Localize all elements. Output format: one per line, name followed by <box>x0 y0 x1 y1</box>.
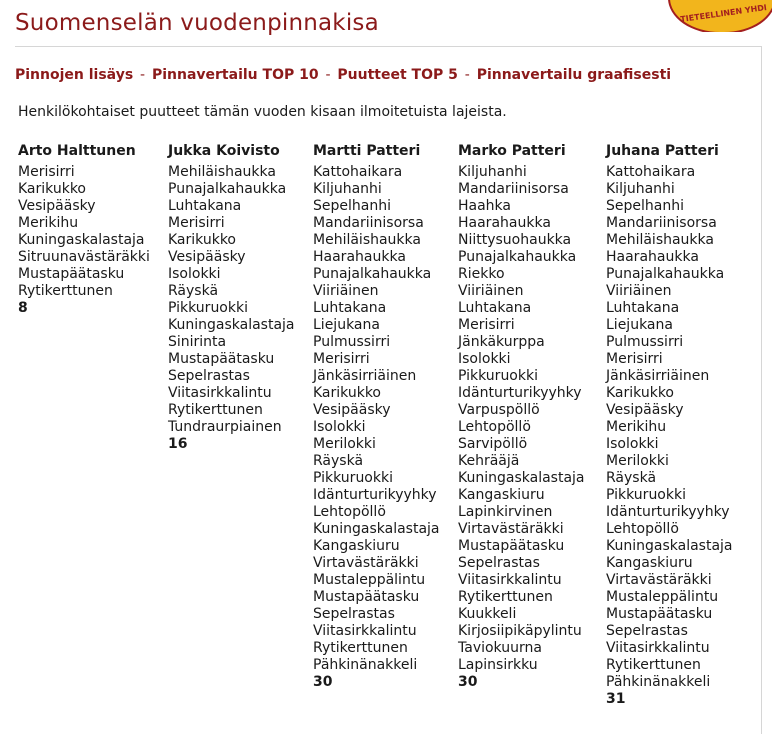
species-item: Luhtakana <box>606 300 680 316</box>
species-item: Mandariinisorsa <box>458 181 569 197</box>
species-item: Vesipääsky <box>313 402 391 418</box>
species-item: Kiljuhanhi <box>606 181 675 197</box>
species-item: Mustapäätasku <box>313 589 420 605</box>
species-item: Kattohaikara <box>313 164 403 180</box>
species-item: Varpuspöllö <box>458 402 540 418</box>
species-item: Mandariinisorsa <box>313 215 424 231</box>
species-item: Isolokki <box>458 351 511 367</box>
species-item: Karikukko <box>313 385 381 401</box>
species-item: Rytikerttunen <box>606 657 701 673</box>
species-item: Idänturturikyyhky <box>606 504 730 520</box>
nav-separator: - <box>140 67 146 83</box>
title-divider <box>15 46 762 47</box>
person-name: Jukka Koivisto <box>168 143 280 159</box>
species-item: Kuningaskalastaja <box>606 538 733 554</box>
species-item: Merisirri <box>168 215 225 231</box>
missing-count: 30 <box>313 674 333 690</box>
species-item: Merikihu <box>18 215 79 231</box>
nav-separator: - <box>464 67 470 83</box>
species-item: Sinirinta <box>168 334 227 350</box>
species-item: Viitasirkkalintu <box>458 572 562 588</box>
species-item: Kiljuhanhi <box>458 164 527 180</box>
species-item: Virtavästäräkki <box>313 555 419 571</box>
species-item: Sepelrastas <box>313 606 395 622</box>
species-item: Isolokki <box>606 436 659 452</box>
page-title: Suomenselän vuodenpinnakisa <box>15 10 379 36</box>
content-border <box>761 46 762 734</box>
person-name: Arto Halttunen <box>18 143 136 159</box>
species-item: Vesipääsky <box>168 249 246 265</box>
species-item: Haarahaukka <box>313 249 406 265</box>
species-item: Sepelrastas <box>458 555 540 571</box>
species-item: Kiljuhanhi <box>313 181 382 197</box>
species-item: Mehiläishaukka <box>168 164 276 180</box>
species-item: Räyskä <box>168 283 219 299</box>
species-item: Kangaskiuru <box>606 555 693 571</box>
species-item: Rytikerttunen <box>168 402 263 418</box>
species-item: Viitasirkkalintu <box>606 640 710 656</box>
species-item: Luhtakana <box>458 300 532 316</box>
species-item: Niittysuohaukka <box>458 232 572 248</box>
person-column <box>458 143 585 691</box>
species-item: Mustapäätasku <box>606 606 713 622</box>
species-item: Merilokki <box>313 436 376 452</box>
species-item: Isolokki <box>313 419 366 435</box>
species-item: Idänturturikyyhky <box>313 487 437 503</box>
species-item: Kuningaskalastaja <box>18 232 145 248</box>
species-item: Kangaskiuru <box>313 538 400 554</box>
species-item: Viiriäinen <box>458 283 524 299</box>
species-item: Viitasirkkalintu <box>313 623 417 639</box>
missing-count: 16 <box>168 436 188 452</box>
species-item: Merisirri <box>606 351 663 367</box>
species-item: Pikkuruokki <box>313 470 393 486</box>
species-item: Lehtopöllö <box>606 521 679 537</box>
species-item: Mustapäätasku <box>18 266 125 282</box>
nav-separator: - <box>325 67 331 83</box>
species-item: Jänkäkurppa <box>458 334 545 350</box>
species-item: Kuningaskalastaja <box>168 317 295 333</box>
species-item: Virtavästäräkki <box>458 521 564 537</box>
species-item: Sepelrastas <box>168 368 250 384</box>
species-item: Pikkuruokki <box>458 368 538 384</box>
species-item: Merikihu <box>606 419 667 435</box>
species-item: Rytikerttunen <box>18 283 113 299</box>
association-logo <box>664 0 772 32</box>
logo-text: TIETEELLINEN YHDI <box>679 2 768 25</box>
person-column <box>313 143 440 691</box>
species-item: Sarvipöllö <box>458 436 528 452</box>
person-column <box>18 143 150 317</box>
species-item: Haahka <box>458 198 511 214</box>
person-column <box>606 143 733 708</box>
species-item: Mandariinisorsa <box>606 215 717 231</box>
person-name: Martti Patteri <box>313 143 421 159</box>
species-item: Punajalkahaukka <box>458 249 577 265</box>
species-item: Punajalkahaukka <box>313 266 432 282</box>
species-item: Taviokuurna <box>458 640 542 656</box>
missing-count: 8 <box>18 300 28 316</box>
species-item: Pähkinänakkeli <box>606 674 711 690</box>
species-item: Merilokki <box>606 453 669 469</box>
species-item: Merisirri <box>18 164 75 180</box>
species-item: Tundraurpiainen <box>168 419 282 435</box>
species-item: Rytikerttunen <box>313 640 408 656</box>
intro-text: Henkilökohtaiset puutteet tämän vuoden kisaan ilmoitetuista lajeista. <box>18 104 507 120</box>
species-item: Sepelhanhi <box>606 198 684 214</box>
species-item: Punajalkahaukka <box>168 181 287 197</box>
species-item: Punajalkahaukka <box>606 266 725 282</box>
species-item: Sitruunavästäräkki <box>18 249 150 265</box>
species-item: Haarahaukka <box>458 215 551 231</box>
species-item: Pähkinänakkeli <box>313 657 418 673</box>
species-item: Karikukko <box>168 232 236 248</box>
missing-count: 31 <box>606 691 626 707</box>
species-item: Viitasirkkalintu <box>168 385 272 401</box>
species-item: Lapinkirvinen <box>458 504 553 520</box>
species-item: Mustapäätasku <box>458 538 565 554</box>
species-item: Pikkuruokki <box>168 300 248 316</box>
species-item: Kirjosiipikäpylintu <box>458 623 582 639</box>
species-item: Kattohaikara <box>606 164 696 180</box>
nav-link-pinnojen-lisays[interactable]: Pinnojen lisäys <box>15 67 134 83</box>
species-item: Mustaleppälintu <box>313 572 426 588</box>
species-item: Lehtopöllö <box>458 419 531 435</box>
species-item: Räyskä <box>313 453 364 469</box>
species-item: Liejukana <box>313 317 380 333</box>
species-item: Kuningaskalastaja <box>313 521 440 537</box>
species-item: Mehiläishaukka <box>606 232 714 248</box>
missing-count: 30 <box>458 674 478 690</box>
person-name: Marko Patteri <box>458 143 566 159</box>
nav-link-pinnavertailu-top10[interactable]: Pinnavertailu TOP 10 <box>151 67 319 83</box>
person-name: Juhana Patteri <box>606 143 719 159</box>
species-item: Mustaleppälintu <box>606 589 719 605</box>
species-item: Mehiläishaukka <box>313 232 421 248</box>
species-item: Jänkäsirriäinen <box>313 368 417 384</box>
species-item: Luhtakana <box>168 198 242 214</box>
species-item: Kuukkeli <box>458 606 517 622</box>
species-item: Viiriäinen <box>313 283 379 299</box>
species-item: Pikkuruokki <box>606 487 686 503</box>
species-item: Kuningaskalastaja <box>458 470 585 486</box>
species-item: Kangaskiuru <box>458 487 545 503</box>
species-item: Liejukana <box>606 317 673 333</box>
species-item: Lapinsirkku <box>458 657 538 673</box>
species-item: Sepelrastas <box>606 623 688 639</box>
nav-link-puutteet-top5[interactable]: Puutteet TOP 5 <box>337 67 458 83</box>
species-item: Karikukko <box>606 385 674 401</box>
species-item: Idänturturikyyhky <box>458 385 582 401</box>
species-item: Mustapäätasku <box>168 351 275 367</box>
species-item: Karikukko <box>18 181 86 197</box>
species-item: Rytikerttunen <box>458 589 553 605</box>
species-item: Riekko <box>458 266 505 282</box>
person-column <box>168 143 295 453</box>
species-item: Pulmussirri <box>606 334 684 350</box>
species-item: Isolokki <box>168 266 221 282</box>
species-item: Viiriäinen <box>606 283 672 299</box>
species-item: Räyskä <box>606 470 657 486</box>
species-item: Virtavästäräkki <box>606 572 712 588</box>
species-item: Sepelhanhi <box>313 198 391 214</box>
species-item: Kehrääjä <box>458 453 520 469</box>
nav-links <box>15 67 671 83</box>
species-item: Lehtopöllö <box>313 504 386 520</box>
species-item: Haarahaukka <box>606 249 699 265</box>
species-item: Pulmussirri <box>313 334 391 350</box>
species-item: Merisirri <box>458 317 515 333</box>
species-item: Luhtakana <box>313 300 387 316</box>
species-item: Vesipääsky <box>18 198 96 214</box>
species-item: Merisirri <box>313 351 370 367</box>
species-item: Vesipääsky <box>606 402 684 418</box>
nav-link-pinnavertailu-graafisesti[interactable]: Pinnavertailu graafisesti <box>476 67 672 83</box>
species-item: Jänkäsirriäinen <box>606 368 710 384</box>
